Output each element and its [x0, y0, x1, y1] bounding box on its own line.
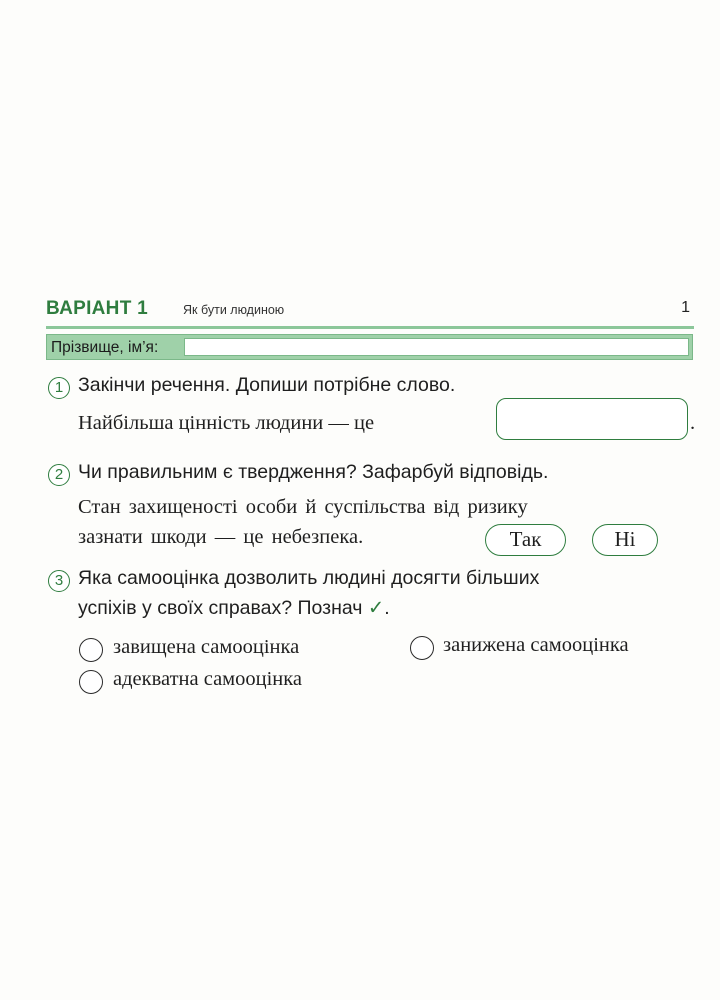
name-label: Прізвище, ім’я: — [51, 339, 159, 356]
question-2-statement-line-2: зазнати шкоди — це небезпека. — [78, 526, 364, 548]
question-2-number: 2 — [48, 464, 70, 486]
question-1-end-mark: . — [690, 412, 696, 434]
question-1-statement: Найбільша цінність людини — це — [78, 412, 375, 434]
question-2-option-no[interactable]: Ні — [592, 524, 658, 556]
checkmark-icon: ✓ — [367, 597, 385, 619]
question-1-answer-box[interactable] — [496, 398, 688, 440]
question-3-radio-inflated[interactable] — [79, 638, 103, 662]
page-number: 1 — [681, 299, 690, 316]
name-input[interactable] — [184, 338, 689, 356]
question-1-number: 1 — [48, 377, 70, 399]
header-divider — [46, 326, 694, 329]
question-3-option-low: занижена самооцінка — [443, 634, 629, 656]
question-2-statement-line-1: Стан захищеності особи й суспільства від ризику — [78, 496, 528, 518]
name-bar — [46, 334, 693, 360]
question-3-option-adequate: адекватна самооцінка — [113, 668, 303, 690]
question-2-option-yes[interactable]: Так — [485, 524, 566, 556]
variant-title: ВАРІАНТ 1 — [46, 298, 149, 319]
topic-title: Як бути людиною — [183, 303, 285, 317]
question-3-prompt-line-2 — [78, 596, 390, 620]
worksheet-header — [46, 296, 694, 326]
question-3-prompt-line-2-text: успіхів у своїх справах? Познач — [78, 597, 363, 619]
question-1-prompt: Закінчи речення. Допиши потрібне слово. — [78, 374, 456, 396]
question-2-prompt: Чи правильним є твердження? Зафарбуй відповідь. — [78, 461, 549, 483]
question-3-option-inflated: завищена самооцінка — [113, 636, 300, 658]
question-3-radio-adequate[interactable] — [79, 670, 103, 694]
question-3-end-mark: . — [384, 597, 390, 619]
question-3-number: 3 — [48, 570, 70, 592]
question-3-prompt-line-1: Яка самооцінка дозволить людині досягти більших — [78, 567, 540, 589]
question-3-radio-low[interactable] — [410, 636, 434, 660]
